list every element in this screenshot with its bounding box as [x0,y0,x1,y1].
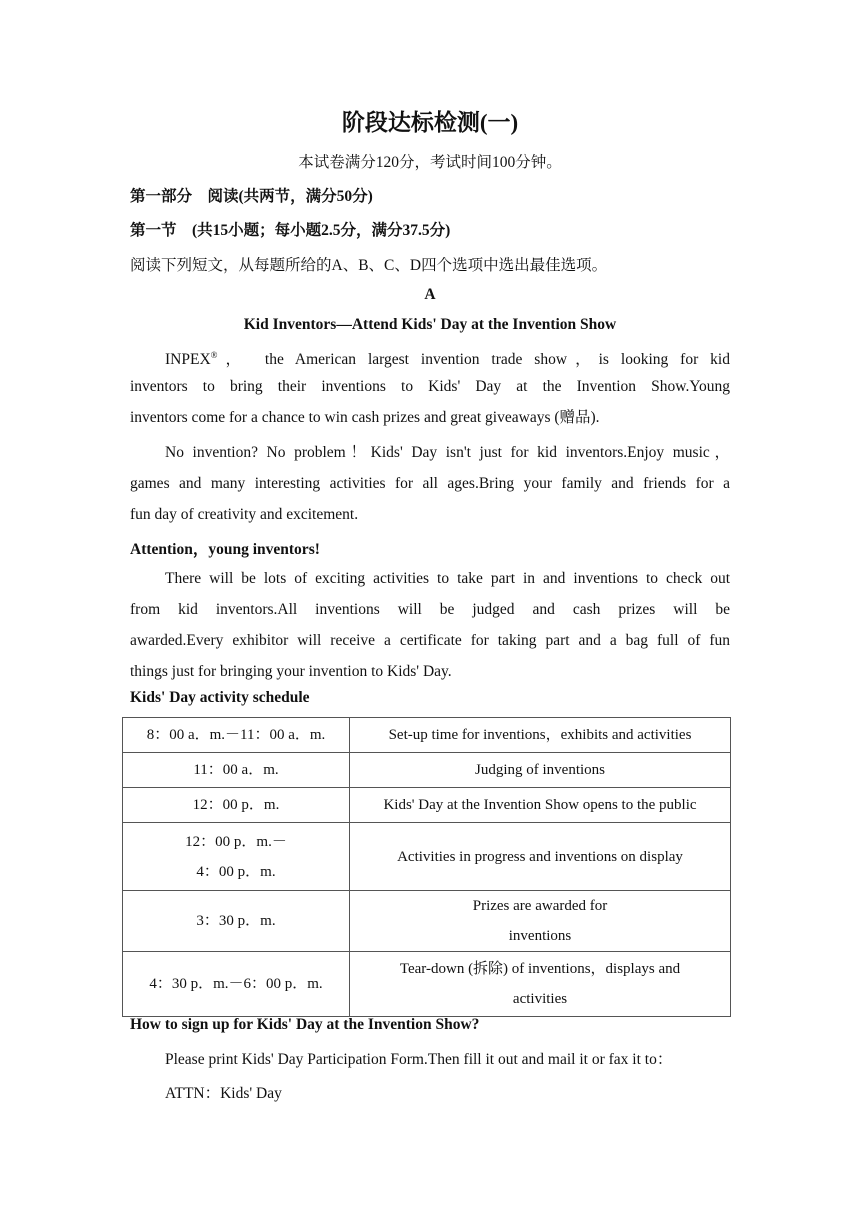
event-text: inventions [508,928,572,944]
time-text: 12：00 p．m.－ [185,833,287,850]
paragraph-line [130,340,730,371]
event-cell [350,823,731,891]
time-text: 12：00 p．m. [192,797,280,813]
signup-text: Please print Kids' Day Participation Form.Then fill it out and mail it or fax it to： [165,1051,673,1068]
table-row [123,952,731,1017]
paragraph-line: things just for bringing your invention to Kids' Day. [130,663,452,680]
time-text: 11：00 a．m. [193,762,279,778]
paragraph-line: awarded.Every exhibitor will receive a certificate for taking part and a bag full of fun [130,632,730,649]
part-heading: 第一部分 阅读(共两节，满分50分) [130,188,373,205]
passage-title: Kid Inventors—Attend Kids' Day at the Invention Show [243,316,617,333]
page-title: 阶段达标检测(一) [341,110,519,135]
event-text: activities [512,991,568,1007]
table-row [123,718,731,753]
time-cell [123,753,350,788]
section-heading: 第一节 (共15小题；每小题2.5分，满分37.5分) [130,222,451,239]
event-text: Activities in progress and inventions on display [397,848,683,865]
event-cell [350,952,731,1017]
event-text: Set-up time for inventions，exhibits and activities [388,727,692,743]
event-text: Tear-down (拆除) of inventions，displays and [399,961,681,977]
time-cell [123,891,350,952]
paragraph-line: games and many interesting activities for all ages.Bring your family and friends for a [130,475,730,492]
attn-line: ATTN：Kids' Day [165,1085,282,1102]
event-cell [350,788,731,823]
paragraph-line: inventors to bring their inventions to Kids' Day at the Invention Show.Young [130,378,730,395]
table-row [123,823,731,891]
event-cell [350,718,731,753]
event-cell [350,753,731,788]
passage-letter: A [424,286,436,303]
time-text: 8：00 a．m.－11：00 a．m. [146,727,326,743]
signup-heading: How to sign up for Kids' Day at the Invention Show? [130,1016,480,1033]
time-text: 4：30 p．m.－6：00 p．m. [149,976,323,992]
event-text: Prizes are awarded for [472,898,608,914]
schedule-table [122,717,731,1017]
paragraph-2 [130,437,730,530]
table-row [123,891,731,952]
event-text: Judging of inventions [475,762,605,778]
time-cell [123,823,350,891]
event-text: Kids' Day at the Invention Show opens to the public [383,797,697,813]
paragraph-text: ， the American largest invention trade show，is looking for kid [217,351,730,369]
schedule-heading: Kids' Day activity schedule [130,689,310,706]
paragraph-1 [130,340,730,433]
paragraph-3 [130,563,730,687]
registered-mark: ® [210,350,218,360]
time-text: 3：30 p．m. [196,913,276,929]
time-cell [123,952,350,1017]
table-row [123,788,731,823]
instruction-text: 阅读下列短文，从每题所给的A、B、C、D四个选项中选出最佳选项。 [130,257,608,274]
event-cell [350,891,731,952]
attention-heading: Attention，young inventors! [130,541,320,558]
table-row [123,753,731,788]
time-cell [123,718,350,753]
inpex-name: INPEX [165,351,211,369]
paragraph-line: fun day of creativity and excitement. [130,506,359,523]
paragraph-line: No invention? No problem！Kids' Day isn't just for kid inventors.Enjoy music， [165,444,730,461]
time-text: 4：00 p．m. [196,863,276,880]
exam-info: 本试卷满分120分，考试时间100分钟。 [298,154,562,171]
time-cell [123,788,350,823]
paragraph-line: There will be lots of exciting activities to take part in and inventions to check out [165,570,730,587]
paragraph-line: from kid inventors.All inventions will be judged and cash prizes will be [130,601,730,618]
paragraph-line: inventors come for a chance to win cash prizes and great giveaways (赠品). [130,409,600,426]
